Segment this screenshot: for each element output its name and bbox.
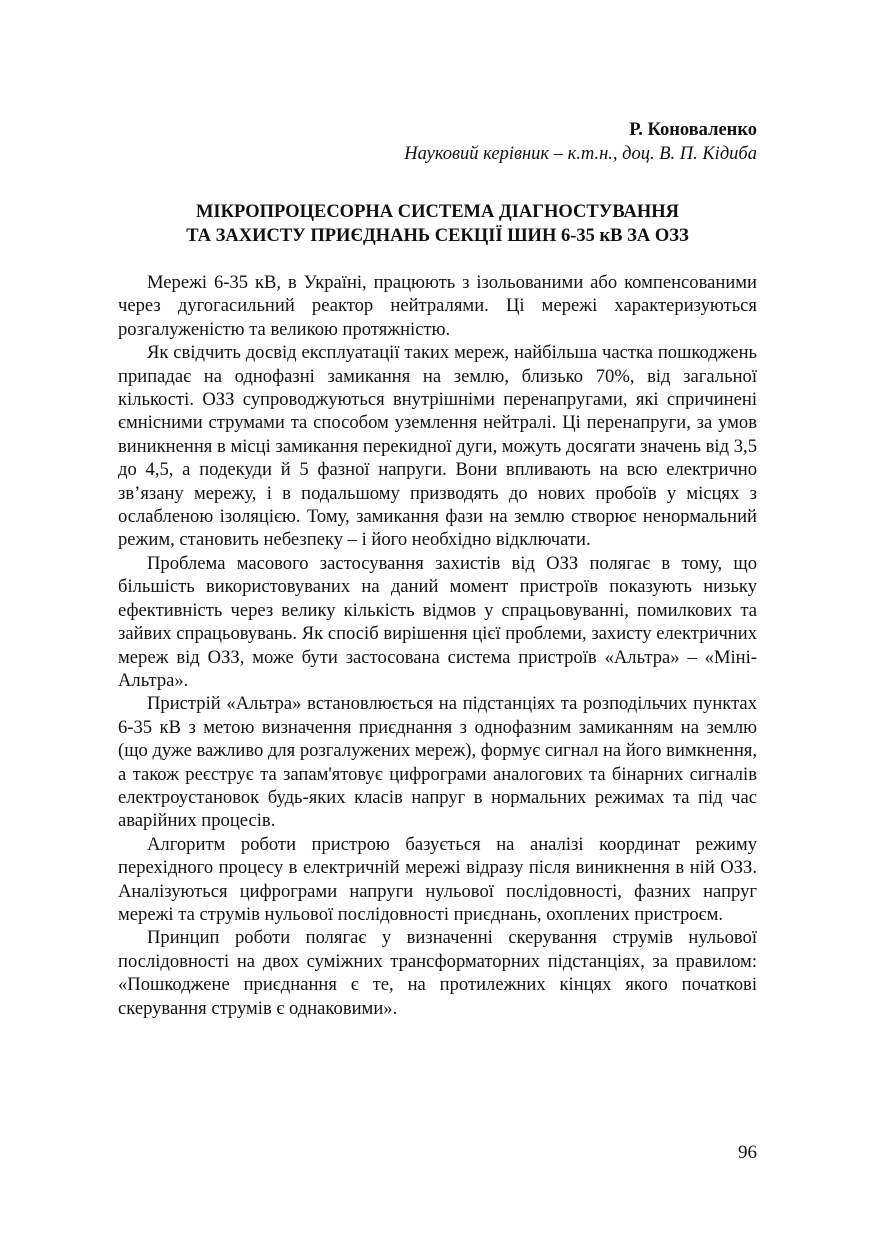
- title-line-2: ТА ЗАХИСТУ ПРИЄДНАНЬ СЕКЦІЇ ШИН 6-35 кВ ЗА ОЗЗ: [186, 226, 689, 246]
- paragraph-3: Проблема масового застосування захистів від ОЗЗ полягає в тому, що більшість використовуваних на даний момент пристроїв показують низьку ефективність через велику кількість відмов у спрацьовуванні, помилкових та зайвих спрацьовувань. Як спосіб вирішення цієї проблеми, захисту електричних мереж від ОЗЗ, може бути застосована система пристроїв «Альтра» – «Міні-Альтра».: [118, 552, 757, 691]
- page-number: 96: [738, 1142, 757, 1163]
- paragraph-6: Принцип роботи полягає у визначенні скерування струмів нульової послідовності на двох суміжних трансформаторних підстанціях, за правилом: «Пошкоджене приєднання є те, на протилежних кінцях якого початкові скерування струмів є однаковими».: [118, 927, 757, 1019]
- title-line-1: МІКРОПРОЦЕСОРНА СИСТЕМА ДІАГНОСТУВАННЯ: [195, 202, 680, 222]
- paragraph-1: Мережі 6-35 кВ, в Україні, працюють з ізольованими або компенсованими через дугогасильний реактор нейтралями. Ці мережі характеризуються розгалуженістю та великою протяжністю.: [118, 272, 757, 340]
- article-title: [118, 200, 757, 248]
- document-page: [118, 118, 757, 1020]
- paragraph-5: Алгоритм роботи пристрою базується на аналізі координат режиму перехідного процесу в електричній мережі відразу після виникнення в ній ОЗЗ. Аналізуються цифрограми напруги нульової послідовності, фазних напруг мережі та струмів нульової послідовності приєднань, охоплених пристроєм.: [118, 833, 757, 925]
- scientific-advisor: Науковий керівник – к.т.н., доц. В. П. Кідиба: [404, 144, 757, 164]
- paragraph-2: Як свідчить досвід експлуатації таких мереж, найбільша частка пошкоджень припадає на однофазні замикання на землю, близько 70%, від загальної кількості. ОЗЗ супроводжуються внутрішніми перенапругами, які спричинені ємнісними струмами та способом уземлення нейтралі. Ці перенапруги, за умов виникнення в місці замикання перекидної дуги, можуть досягати значень від 3,5 до 4,5, а подекуди й 5 фазної напруги. Вони впливають на всю електрично зв’язану мережу, і в подальшому призводять до нових пробоїв у місцях з ослабленою ізоляцією. Тому, замикання фази на землю створює ненормальний режим, становить небезпеку – і його необхідно відключати.: [118, 342, 757, 551]
- paragraph-4: Пристрій «Альтра» встановлюється на підстанціях та розподільчих пунктах 6-35 кВ з метою визначення приєднання з однофазним замиканням на землю (що дуже важливо для розгалужених мереж), формує сигнал на його вимкнення, а також реєструє та запам'ятовує цифрограми аналогових та бінарних сигналів електроустановок будь-яких класів напруг в нормальних режимах та під час аварійних процесів.: [118, 693, 758, 832]
- article-body: [118, 271, 757, 1020]
- author-name: Р. Коноваленко: [629, 120, 757, 140]
